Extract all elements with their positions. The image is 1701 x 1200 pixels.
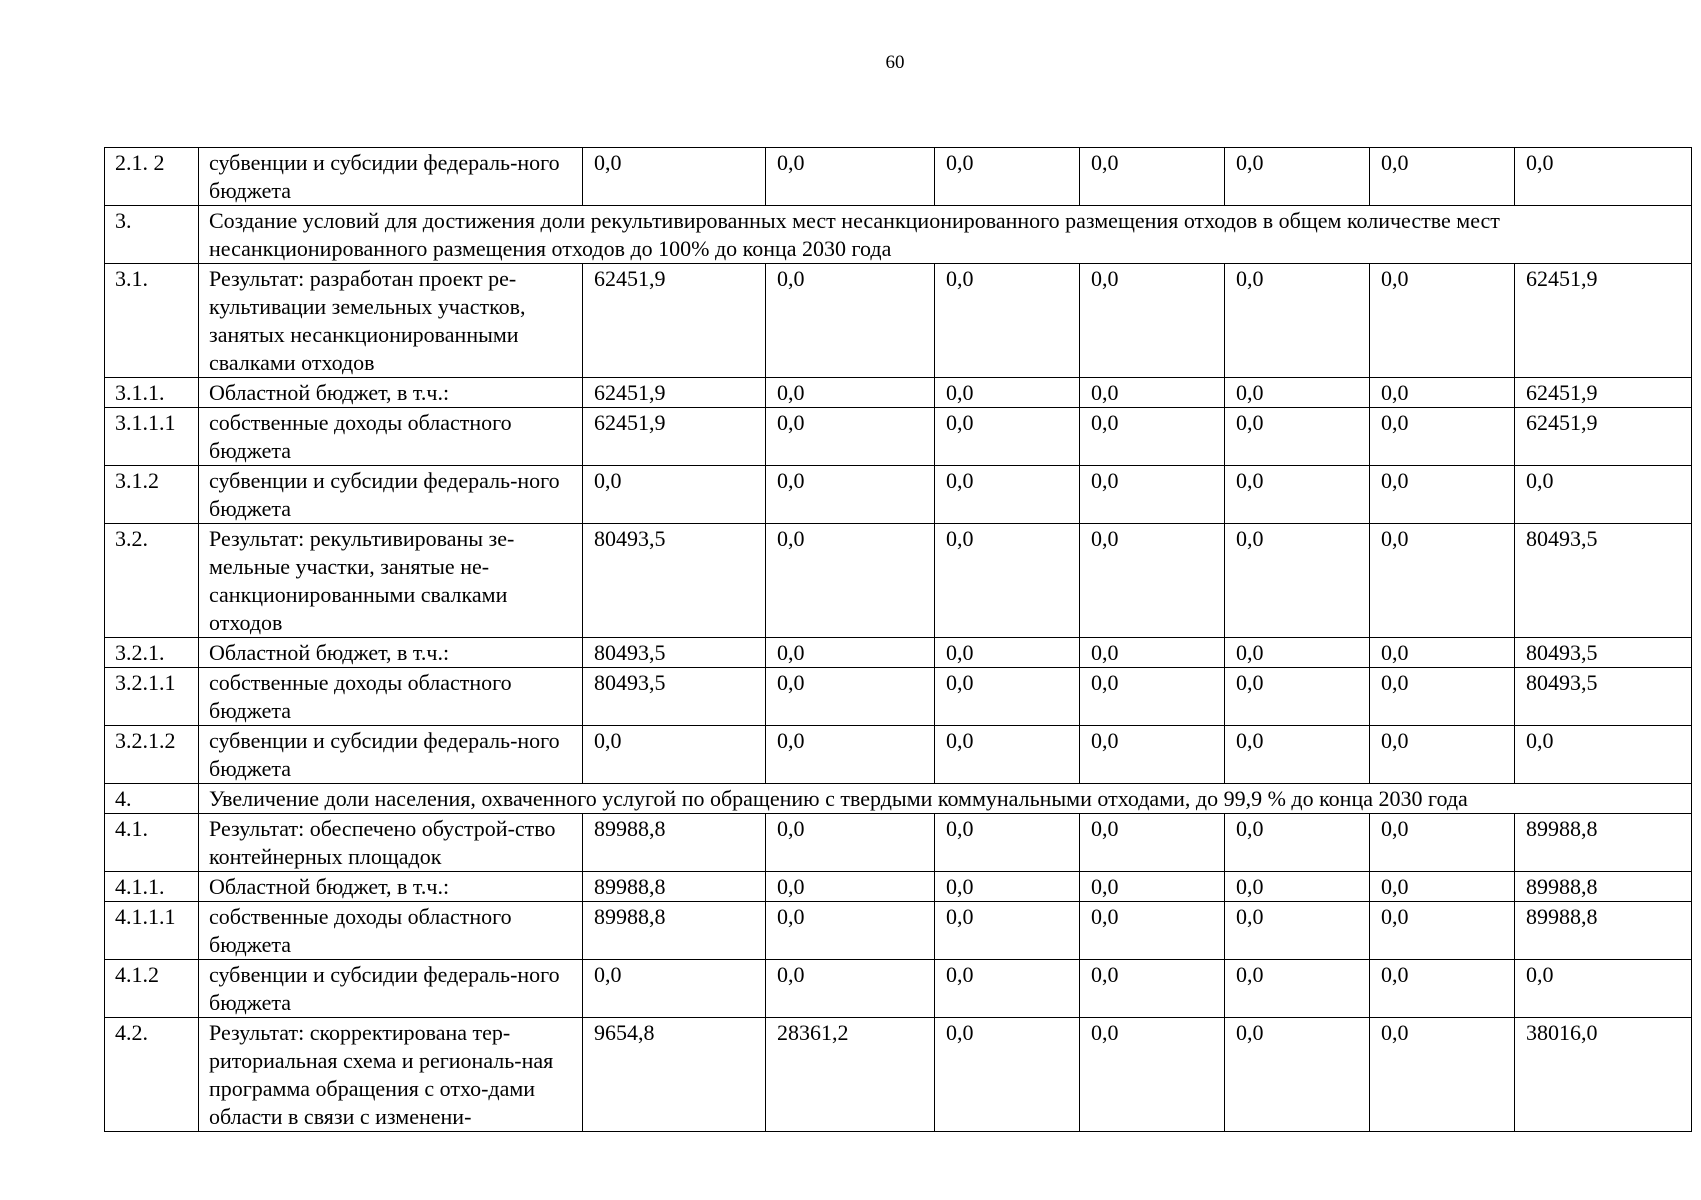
table-row	[105, 408, 1692, 466]
value-cell: 0,0	[766, 378, 935, 408]
row-name: Результат: разработан проект ре-культивации земельных участков, занятых несанкционированными свалками отходов	[199, 264, 583, 378]
value-cell: 0,0	[583, 148, 766, 206]
value-cell: 0,0	[1080, 1018, 1225, 1132]
table-row	[105, 726, 1692, 784]
value-cell: 0,0	[1370, 466, 1515, 524]
value-cell: 0,0	[1370, 1018, 1515, 1132]
value-cell: 0,0	[935, 814, 1080, 872]
value-cell: 62451,9	[583, 264, 766, 378]
value-cell: 0,0	[1225, 148, 1370, 206]
row-name: Областной бюджет, в т.ч.:	[199, 872, 583, 902]
table-row	[105, 638, 1692, 668]
value-cell: 0,0	[935, 726, 1080, 784]
value-cell: 0,0	[1225, 264, 1370, 378]
value-cell: 0,0	[1080, 378, 1225, 408]
row-code: 4.	[105, 784, 199, 814]
value-cell: 0,0	[1225, 872, 1370, 902]
value-cell: 0,0	[935, 668, 1080, 726]
value-cell: 0,0	[935, 264, 1080, 378]
section-title: Увеличение доли населения, охваченного услугой по обращению с твердыми коммунальными отходами, до 99,9 % до конца 2030 года	[199, 784, 1692, 814]
value-cell: 0,0	[1080, 524, 1225, 638]
value-cell: 0,0	[1370, 264, 1515, 378]
section-row	[105, 206, 1692, 264]
value-cell: 0,0	[1370, 638, 1515, 668]
value-cell: 0,0	[935, 638, 1080, 668]
row-code: 3.2.1.1	[105, 668, 199, 726]
value-cell: 0,0	[1080, 960, 1225, 1018]
value-cell: 0,0	[1080, 264, 1225, 378]
value-cell: 0,0	[766, 466, 935, 524]
row-name: субвенции и субсидии федераль-ного бюджета	[199, 960, 583, 1018]
row-code: 3.2.	[105, 524, 199, 638]
row-code: 3.	[105, 206, 199, 264]
value-cell: 80493,5	[583, 638, 766, 668]
budget-table	[104, 147, 1692, 1132]
value-cell: 62451,9	[583, 378, 766, 408]
value-cell: 0,0	[766, 902, 935, 960]
value-cell: 0,0	[766, 264, 935, 378]
row-name: Результат: обеспечено обустрой-ство контейнерных площадок	[199, 814, 583, 872]
value-cell: 0,0	[1225, 466, 1370, 524]
table-row	[105, 872, 1692, 902]
value-cell: 0,0	[1080, 148, 1225, 206]
value-cell: 80493,5	[583, 524, 766, 638]
value-cell: 9654,8	[583, 1018, 766, 1132]
row-code: 2.1. 2	[105, 148, 199, 206]
value-cell: 0,0	[1225, 638, 1370, 668]
row-code: 3.1.1.	[105, 378, 199, 408]
value-cell: 0,0	[766, 872, 935, 902]
section-title: Создание условий для достижения доли рекультивированных мест несанкционированного размещения отходов в общем количестве мест несанкционированного размещения отходов до 100% до конца 2030 года	[199, 206, 1692, 264]
value-cell: 0,0	[1515, 726, 1692, 784]
section-row	[105, 784, 1692, 814]
value-cell: 0,0	[1225, 726, 1370, 784]
value-cell: 0,0	[1080, 814, 1225, 872]
row-name: Результат: скорректирована тер-риториальная схема и региональ-ная программа обращения с отхо-дами области в связи с изменени-	[199, 1018, 583, 1132]
value-cell: 80493,5	[583, 668, 766, 726]
value-cell: 0,0	[1370, 814, 1515, 872]
value-cell: 80493,5	[1515, 638, 1692, 668]
value-cell: 0,0	[583, 726, 766, 784]
value-cell: 89988,8	[583, 872, 766, 902]
value-cell: 0,0	[1370, 902, 1515, 960]
value-cell: 89988,8	[1515, 872, 1692, 902]
value-cell: 38016,0	[1515, 1018, 1692, 1132]
value-cell: 0,0	[766, 814, 935, 872]
value-cell: 28361,2	[766, 1018, 935, 1132]
row-name: субвенции и субсидии федераль-ного бюджета	[199, 148, 583, 206]
row-code: 4.1.2	[105, 960, 199, 1018]
row-name: субвенции и субсидии федераль-ного бюджета	[199, 466, 583, 524]
value-cell: 0,0	[1370, 668, 1515, 726]
value-cell: 0,0	[766, 960, 935, 1018]
value-cell: 0,0	[1225, 408, 1370, 466]
value-cell: 0,0	[935, 902, 1080, 960]
value-cell: 0,0	[1370, 960, 1515, 1018]
row-name: субвенции и субсидии федераль-ного бюджета	[199, 726, 583, 784]
value-cell: 0,0	[935, 1018, 1080, 1132]
value-cell: 0,0	[766, 524, 935, 638]
value-cell: 0,0	[1080, 902, 1225, 960]
table-row	[105, 524, 1692, 638]
value-cell: 62451,9	[1515, 264, 1692, 378]
value-cell: 0,0	[1370, 148, 1515, 206]
row-code: 4.2.	[105, 1018, 199, 1132]
row-code: 3.2.1.2	[105, 726, 199, 784]
value-cell: 0,0	[1080, 466, 1225, 524]
table-row	[105, 378, 1692, 408]
value-cell: 62451,9	[1515, 408, 1692, 466]
value-cell: 0,0	[583, 960, 766, 1018]
value-cell: 80493,5	[1515, 524, 1692, 638]
value-cell: 89988,8	[1515, 902, 1692, 960]
value-cell: 0,0	[1225, 902, 1370, 960]
row-code: 4.1.1.1	[105, 902, 199, 960]
value-cell: 89988,8	[583, 814, 766, 872]
value-cell: 0,0	[935, 960, 1080, 1018]
table-row	[105, 148, 1692, 206]
value-cell: 0,0	[1225, 1018, 1370, 1132]
value-cell: 0,0	[935, 148, 1080, 206]
row-code: 3.2.1.	[105, 638, 199, 668]
value-cell: 0,0	[1080, 668, 1225, 726]
value-cell: 0,0	[1080, 408, 1225, 466]
value-cell: 0,0	[766, 726, 935, 784]
value-cell: 0,0	[1370, 872, 1515, 902]
table-row	[105, 902, 1692, 960]
value-cell: 0,0	[1370, 524, 1515, 638]
row-name: Областной бюджет, в т.ч.:	[199, 638, 583, 668]
value-cell: 0,0	[766, 408, 935, 466]
table-body	[105, 148, 1692, 1132]
table-row	[105, 466, 1692, 524]
value-cell: 0,0	[766, 668, 935, 726]
row-name: Областной бюджет, в т.ч.:	[199, 378, 583, 408]
value-cell: 0,0	[1370, 726, 1515, 784]
page-number: 60	[885, 52, 905, 73]
row-name: собственные доходы областного бюджета	[199, 902, 583, 960]
value-cell: 0,0	[1225, 524, 1370, 638]
value-cell: 62451,9	[1515, 378, 1692, 408]
value-cell: 0,0	[1225, 814, 1370, 872]
value-cell: 62451,9	[583, 408, 766, 466]
value-cell: 0,0	[1370, 408, 1515, 466]
row-code: 3.1.	[105, 264, 199, 378]
value-cell: 0,0	[1225, 960, 1370, 1018]
value-cell: 0,0	[1370, 378, 1515, 408]
table-row	[105, 814, 1692, 872]
value-cell: 0,0	[1080, 638, 1225, 668]
value-cell: 0,0	[583, 466, 766, 524]
value-cell: 89988,8	[583, 902, 766, 960]
value-cell: 89988,8	[1515, 814, 1692, 872]
value-cell: 0,0	[935, 524, 1080, 638]
row-code: 4.1.	[105, 814, 199, 872]
value-cell: 0,0	[1080, 872, 1225, 902]
value-cell: 0,0	[935, 466, 1080, 524]
value-cell: 0,0	[935, 408, 1080, 466]
value-cell: 0,0	[1225, 668, 1370, 726]
value-cell: 0,0	[766, 638, 935, 668]
row-name: Результат: рекультивированы зе-мельные участки, занятые не-санкционированными свалками отходов	[199, 524, 583, 638]
value-cell: 0,0	[1515, 960, 1692, 1018]
row-code: 3.1.2	[105, 466, 199, 524]
value-cell: 0,0	[935, 378, 1080, 408]
table-row	[105, 1018, 1692, 1132]
value-cell: 0,0	[1515, 148, 1692, 206]
table-row	[105, 668, 1692, 726]
value-cell: 0,0	[766, 148, 935, 206]
row-code: 3.1.1.1	[105, 408, 199, 466]
value-cell: 80493,5	[1515, 668, 1692, 726]
row-name: собственные доходы областного бюджета	[199, 408, 583, 466]
row-code: 4.1.1.	[105, 872, 199, 902]
row-name: собственные доходы областного бюджета	[199, 668, 583, 726]
value-cell: 0,0	[1515, 466, 1692, 524]
table-row	[105, 264, 1692, 378]
table-row	[105, 960, 1692, 1018]
value-cell: 0,0	[935, 872, 1080, 902]
value-cell: 0,0	[1225, 378, 1370, 408]
value-cell: 0,0	[1080, 726, 1225, 784]
